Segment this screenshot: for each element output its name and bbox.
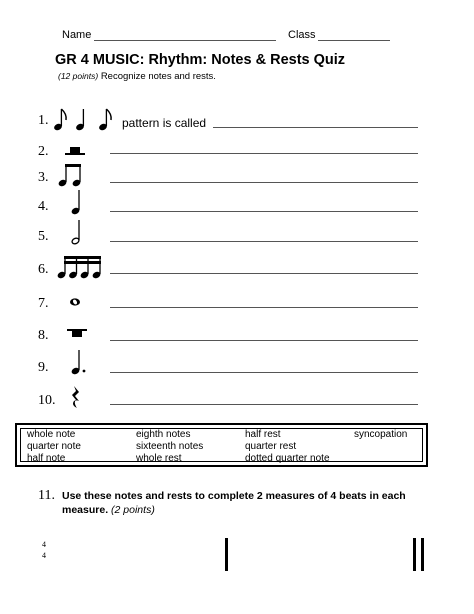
word-bank-item: whole note bbox=[27, 429, 76, 440]
time-signature-bottom: 4 bbox=[42, 551, 46, 560]
word-bank-item: half note bbox=[27, 453, 66, 464]
answer-line-10[interactable] bbox=[110, 404, 418, 405]
answer-line-2[interactable] bbox=[110, 153, 418, 154]
points-label: (12 points) bbox=[58, 71, 99, 81]
question-11-points: (2 points) bbox=[111, 504, 155, 516]
question-number-10: 10. bbox=[38, 393, 56, 408]
question-number-4: 4. bbox=[38, 199, 49, 214]
question-11-text bbox=[62, 489, 432, 517]
question-number-1: 1. bbox=[38, 113, 49, 128]
half-rest-icon bbox=[65, 145, 85, 159]
word-bank-item: quarter rest bbox=[245, 441, 297, 452]
name-label: Name bbox=[62, 29, 92, 41]
word-bank-item: eighth notes bbox=[136, 429, 191, 440]
beamed-eighth-notes-icon bbox=[58, 163, 84, 187]
question-1-prompt: pattern is called bbox=[122, 116, 207, 130]
answer-line-9[interactable] bbox=[110, 372, 418, 373]
question-number-5: 5. bbox=[38, 229, 49, 244]
question-number-2: 2. bbox=[38, 144, 49, 159]
quarter-note-icon bbox=[70, 189, 82, 215]
subtitle bbox=[58, 71, 216, 82]
bar-line bbox=[413, 538, 416, 571]
word-bank-item: half rest bbox=[245, 429, 281, 440]
whole-rest-icon bbox=[67, 327, 87, 341]
eighth-quarter-eighth-pattern-icon bbox=[53, 107, 117, 131]
instructions: Recognize notes and rests. bbox=[100, 71, 216, 82]
bar-line bbox=[225, 538, 228, 571]
page-title: GR 4 MUSIC: Rhythm: Notes & Rests Quiz bbox=[55, 52, 346, 68]
quarter-rest-icon bbox=[71, 385, 81, 409]
word-bank-item: syncopation bbox=[354, 429, 408, 440]
class-label: Class bbox=[288, 29, 316, 41]
beamed-sixteenth-notes-icon bbox=[57, 255, 103, 279]
whole-note-icon bbox=[69, 297, 81, 307]
answer-line-3[interactable] bbox=[110, 182, 418, 183]
dotted-quarter-note-icon bbox=[70, 349, 88, 375]
word-bank-item: sixteenth notes bbox=[136, 441, 204, 452]
question-number-7: 7. bbox=[38, 296, 49, 311]
question-11-instructions: Use these notes and rests to complete 2 measures of 4 beats in each measure. bbox=[62, 490, 406, 516]
time-signature-top: 4 bbox=[42, 540, 46, 549]
word-bank-item: quarter note bbox=[27, 441, 81, 452]
word-bank-item: dotted quarter note bbox=[245, 453, 330, 464]
answer-line-5[interactable] bbox=[110, 241, 418, 242]
final-bar-line bbox=[421, 538, 424, 571]
answer-line-6[interactable] bbox=[110, 273, 418, 274]
answer-line-1[interactable] bbox=[213, 127, 418, 128]
answer-line-7[interactable] bbox=[110, 307, 418, 308]
word-bank-item: whole rest bbox=[136, 453, 182, 464]
question-number-6: 6. bbox=[38, 262, 49, 277]
answer-line-4[interactable] bbox=[110, 211, 418, 212]
time-signature bbox=[42, 539, 46, 561]
question-number-8: 8. bbox=[38, 328, 49, 343]
answer-line-8[interactable] bbox=[110, 340, 418, 341]
question-number-9: 9. bbox=[38, 360, 49, 375]
half-note-icon bbox=[70, 219, 82, 245]
question-number-11: 11. bbox=[38, 488, 55, 503]
name-field[interactable] bbox=[94, 40, 276, 41]
question-number-3: 3. bbox=[38, 170, 49, 185]
class-field[interactable] bbox=[318, 40, 390, 41]
